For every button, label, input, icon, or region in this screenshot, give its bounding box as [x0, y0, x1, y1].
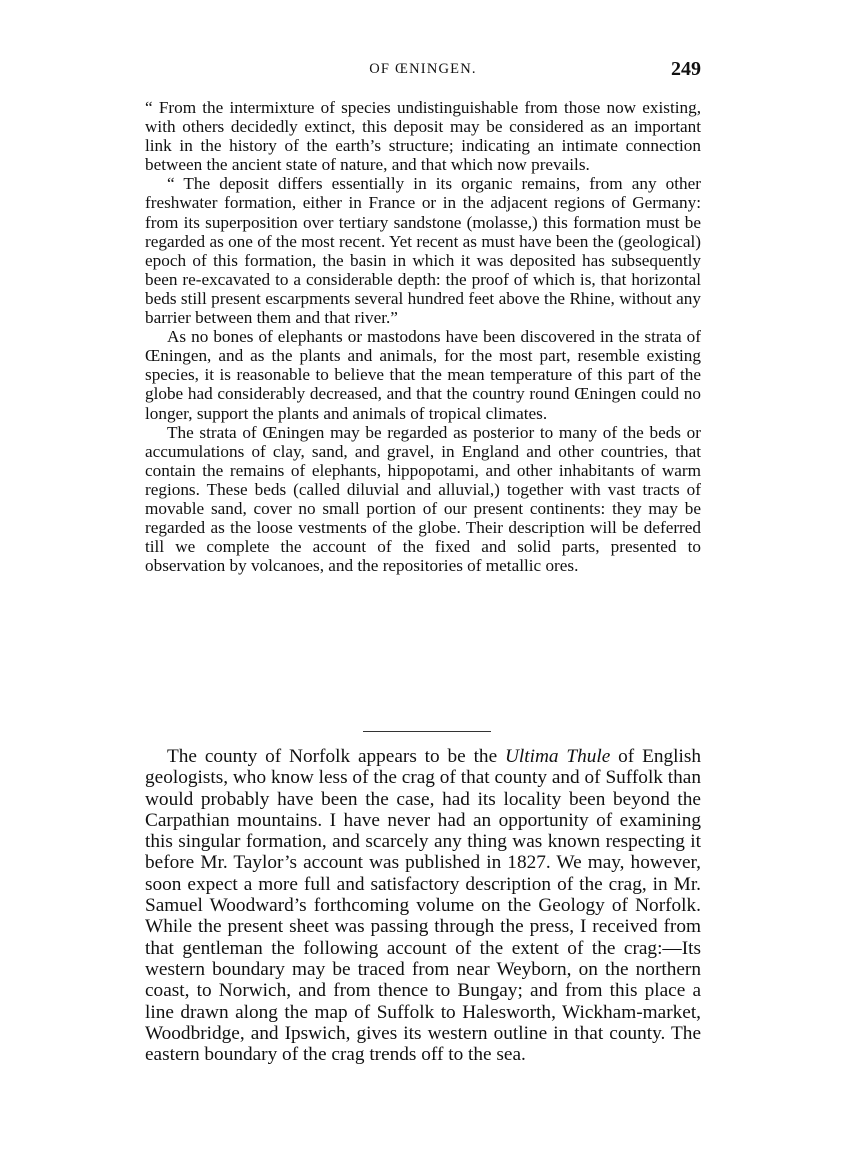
quote-paragraph-3: As no bones of elephants or mastodons have been discovered in the strata of Œningen, and as the plants and animals, for the most part, resemble existing species, it is reasonable to believe that the mean temperature of this part of the globe had considerably decreased, and that the country round Œningen could no longer, support the plants and animals of tropical climates. [145, 327, 701, 423]
body-text-rest: of English geologists, who know less of the crag of that county and of Suffolk than would probably have been the case, had its locality been beyond the Carpathian mountains. I have never had an opportunity of examining this singular formation, and scarcely any thing was known respecting it before Mr. Taylor’s account was published in 1827. We may, however, soon expect a more full and satisfactory description of the crag, in Mr. Samuel Woodward’s forthcoming volume on the Geology of Norfolk. While the present sheet was passing through the press, I received from that gentleman the following account of the extent of the crag:—Its western boundary may be traced from near Weyborn, on the northern coast, to Norwich, and from thence to Bungay; and from this place a line drawn along the map of Suffolk to Halesworth, Wickham-market, Woodbridge, and Ipswich, gives its western outline in that county. The eastern boundary of the crag trends off to the sea. [145, 746, 701, 1066]
body-paragraph-1 [145, 746, 701, 1065]
main-text [145, 746, 701, 1065]
page-number: 249 [671, 58, 701, 80]
quote-paragraph-4: The strata of Œningen may be regarded as posterior to many of the beds or accumulations of clay, sand, and gravel, in England and other countries, that contain the remains of elephants, hippopotami, and other inhabitants of warm regions. These beds (called diluvial and alluvial,) together with vast tracts of movable sand, cover no small portion of our present continents: they may be regarded as the loose vestments of the globe. Their description will be deferred till we complete the account of the fixed and solid parts, presented to observation by volcanoes, and the repositories of metallic ores. [145, 422, 701, 576]
running-head [145, 58, 701, 82]
quoted-passage [145, 98, 701, 575]
running-title: OF ŒNINGEN. [369, 61, 477, 77]
section-divider [363, 731, 491, 732]
quote-paragraph-1: “ From the intermixture of species undistinguishable from those now existing, with others decidedly extinct, this deposit may be considered as an important link in the history of the earth’s structure; indicating an intimate connection between the ancient state of nature, and that which now prevails. [145, 98, 701, 175]
ultima-thule-term: Ultima Thule [504, 746, 611, 767]
body-text-start: The county of Norfolk appears to be the [167, 746, 505, 767]
quote-paragraph-2: “ The deposit differs essentially in its organic remains, from any other freshwater formation, either in France or in the adjacent regions of Germany: from its superposition over tertiary sandstone (molasse,) this formation must be regarded as one of the most recent. Yet recent as must have been the (geological) epoch of this formation, the basin in which it was deposited has subsequently been re-excavated to a considerable depth: the proof of which is, that horizontal beds still present escarpments several hundred feet above the Rhine, without any barrier between them and that river.” [145, 174, 701, 328]
